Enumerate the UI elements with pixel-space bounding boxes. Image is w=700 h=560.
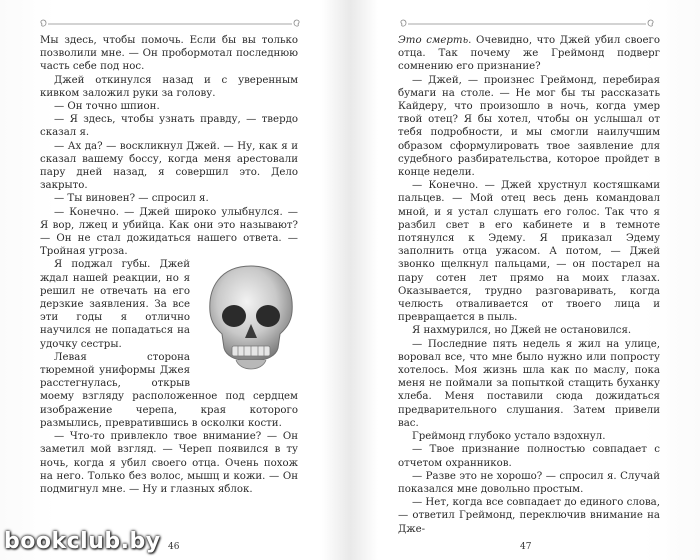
paragraph-text: Джей откинулся назад и с уверенным кивком заложил руки за голову.	[40, 74, 298, 99]
paragraph-text: — Он точно шпион.	[54, 101, 160, 113]
right-page-paragraph	[398, 179, 660, 324]
paragraph-text: — Конечно. — Джей широко улыбнулся. — Я вор, лжец и убийца. Как они это называют? — Он не стал дожидаться нашего ответа. — Тройная угроза.	[40, 206, 298, 258]
paragraph-text: Очевидно, что Джей убил своего отца. Так почему же Греймонд подверг сомнению его признание?	[398, 35, 660, 73]
left-page-paragraph	[40, 100, 298, 113]
paragraph-text: — Разве это не хорошо? — спросил я. Случай показался мне довольно простым.	[398, 470, 660, 495]
paragraph-text: — Нет, когда все совпадает до единого слова, — ответил Греймонд, переключив внимание на Дже-	[398, 497, 660, 535]
paragraph-text: — Я здесь, чтобы узнать правду, — твердо сказал я.	[40, 114, 298, 139]
paragraph-text: — Конечно. — Джей хрустнул костяшками пальцев. — Мой отец весь день командовал мной, и я устал слушать его голос. Так что я разбил свет в его кабинете и в темноте потянулся к Эдему. Я приказал Эдему заполнить отца ужасом. А потом, — Джей звонко щелкнул пальцами, — он постарел на пару сотен лет прямо на моих глазах. Оказывается, трудно разговаривать, когда челюсть отваливается от твоего лица и превращается в пыль.	[398, 180, 660, 324]
left-page-paragraph	[40, 206, 298, 259]
skull-icon	[196, 260, 306, 378]
paragraph-text: Левая сторона тюремной униформы Джея расстегнулась, открыв моему взгляду расположенное под сердцем изображение черепа, края которого размылись, превратившись в осколки кости.	[40, 351, 298, 429]
right-page-paragraph	[398, 324, 660, 337]
right-page-paragraph	[398, 430, 660, 443]
paragraph-text: — Ах да? — воскликнул Джей. — Ну, как я и сказал вашему боссу, когда меня арестовали пару дней назад, я совершил это. Дело закрыто.	[40, 140, 298, 192]
right-page	[350, 0, 700, 560]
right-page-paragraph	[398, 443, 660, 469]
left-page-paragraph	[40, 113, 298, 139]
left-page-paragraph	[40, 192, 298, 205]
left-page-text	[40, 34, 298, 496]
page-number-right: 47	[520, 542, 532, 552]
paragraph-text: — Твое признание полностью совпадает с отчетом охранников.	[398, 444, 660, 469]
right-page-paragraph	[398, 34, 660, 74]
ornament-rule-left	[36, 18, 304, 30]
paragraph-text: Я поджал губы. Джей ждал нашей реакции, но я решил не отвечать на его дерзкие заявления. За все эти годы я отлично научился не попадаться на удочку сестры.	[40, 259, 190, 350]
right-page-paragraph	[398, 338, 660, 430]
right-page-paragraph	[398, 74, 660, 180]
page-number-left: 46	[168, 542, 180, 552]
watermark-logo: bookclub.by	[4, 529, 161, 554]
left-page-paragraph	[40, 74, 298, 100]
paragraph-text: — Джей, — произнес Греймонд, перебирая бумаги на столе. — Не мог бы ты рассказать Кайдеру, что произошло в ночь, когда умер твой отец? Я бы хотел, чтобы он услышал от тебя подробности, и мы смогли наилучшим образом сформулировать твое заявление для судебного разбирательства, которое пройдет в конце недели.	[398, 74, 660, 179]
ornament-rule-right	[396, 18, 658, 30]
paragraph-text: — Ты виновен? — спросил я.	[54, 193, 209, 205]
paragraph-text: Мы здесь, чтобы помочь. Если бы вы только позволили мне. — Он пробормотал последнюю часть себе под нос.	[40, 35, 298, 73]
left-page-paragraph	[40, 140, 298, 193]
paragraph-text: — Последние пять недель я жил на улице, воровал все, что мне было нужно или попросту хотелось. Моя жизнь шла как по маслу, пока меня не поймали за попыткой стащить буханку хлеба. Меня поставили сюда дожидаться предварительного слушания. Затем привели вас.	[398, 338, 660, 429]
right-page-paragraph	[398, 496, 660, 536]
paragraph-text: Я нахмурился, но Джей не остановился.	[412, 325, 632, 337]
right-page-text	[398, 34, 660, 536]
left-page-paragraph	[40, 34, 298, 74]
left-page-paragraph	[40, 430, 298, 496]
paragraph-text: Греймонд глубоко устало вздохнул.	[412, 431, 606, 443]
right-page-paragraph	[398, 470, 660, 496]
paragraph-text: — Что-то привлекло твое внимание? — Он заметил мой взгляд. — Череп появился в ту ночь, когда я убил своего отца. Очень похож на него. Только без волос, мышц и кожи. — Он подмигнул мне. — Ну и глазных яблок.	[40, 431, 298, 495]
italic-lead: Это смерть.	[398, 35, 472, 46]
